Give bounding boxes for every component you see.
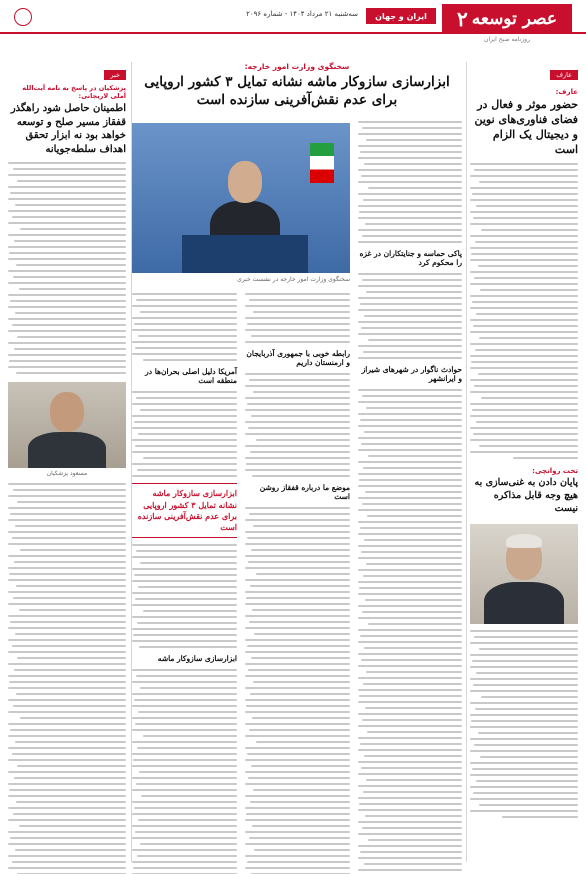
second-story-headline[interactable]: پایان دادن به غنی‌سازی به هیچ وجه قابل مذاکره نیست <box>474 477 578 514</box>
subhead: حوادث ناگوار در شهرهای شیراز و ایرانشهر <box>361 365 462 384</box>
photo-caption: مسعود پزشکیان <box>46 470 88 477</box>
story-kicker: پزشکیان در پاسخ به نامه آیت‌الله آملی لاریجانی: <box>22 84 126 100</box>
masthead <box>0 0 586 52</box>
story-kicker: عارف: <box>555 88 578 96</box>
pull-quote: ابزارسازی سازوکار ماشه نشانه تمایل ۳ کشور اروپایی برای عدم نقش‌آفرینی سازنده است <box>132 483 237 538</box>
main-col-1 <box>358 115 462 874</box>
main-kicker: سخنگوی وزارت امور خارجه: <box>244 62 350 71</box>
main-story <box>132 62 462 862</box>
main-col-2-3 <box>132 115 350 874</box>
column-divider <box>131 62 132 862</box>
subhead: موضع ما درباره قفقاز روشن است <box>259 483 350 502</box>
story-headline[interactable]: حضور موثر و فعال در فضای فناوری‌های نوین و دیجیتال یک الزام است <box>474 98 578 156</box>
story-body <box>8 162 126 374</box>
column-badge: خبر <box>104 70 126 80</box>
second-story-body <box>470 630 578 818</box>
newspaper-logo[interactable] <box>442 4 572 34</box>
left-column <box>8 62 126 862</box>
column-divider <box>466 62 467 862</box>
story-body-continued <box>8 483 126 874</box>
second-story-kicker: تخت روانچی: <box>532 467 578 476</box>
issue-line: سه‌شنبه ۲۱ مرداد ۱۴۰۴ - شماره ۲۰۹۶ <box>246 10 358 18</box>
portrait-photo <box>8 382 126 468</box>
page-number: ۲ <box>457 7 468 31</box>
story-body <box>470 163 578 459</box>
logo-text: عصر توسعه <box>471 9 558 29</box>
decorative-circle-icon <box>14 8 32 26</box>
subhead: رابطه خوبی با جمهوری آذربایجان و ارمنستان داریم <box>246 349 350 368</box>
story-headline[interactable]: اطمینان حاصل شود راهگذر قفقاز مسیر صلح و توسعه خواهد بود نه ابزار تحقق اهداف سلطه‌جویانه <box>10 103 126 155</box>
main-photo <box>132 123 350 273</box>
column-badge: عارف <box>550 70 578 80</box>
subhead: ابزارسازی سازوکار ماشه <box>157 654 237 664</box>
tagline: روزنامه صبح ایران <box>484 36 530 43</box>
portrait-photo <box>470 524 578 624</box>
main-headline[interactable]: ابزارسازی سازوکار ماشه نشانه تمایل ۳ کشور اروپایی برای عدم نقش‌آفرینی سازنده است <box>144 74 450 109</box>
photo-caption: سخنگوی وزارت امور خارجه در نشست خبری <box>237 276 350 284</box>
subhead: آمریکا دلیل اصلی بحران‌ها در منطقه است <box>145 367 237 386</box>
right-column <box>470 62 578 862</box>
section-label[interactable]: ایران و جهان <box>366 8 436 24</box>
subhead: پاکی حماسه و جنایتکاران در غزه را محکوم کرد <box>359 249 462 268</box>
